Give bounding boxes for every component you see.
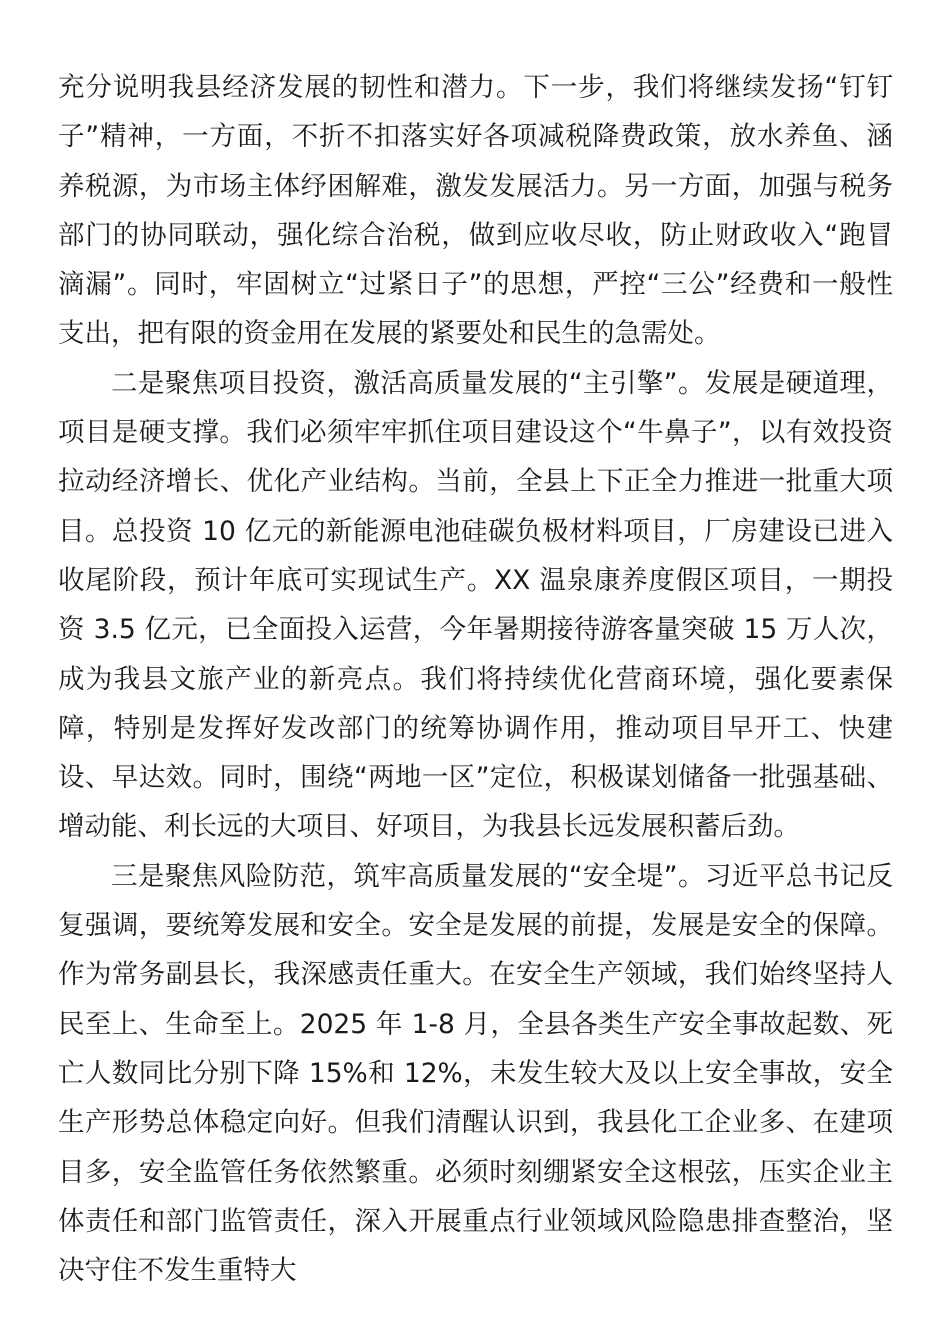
paragraph-project-investment: 二是聚焦项目投资，激活高质量发展的“主引擎”。发展是硬道理，项目是硬支撑。我们必须牢牢抓住项目建设这个“牛鼻子”，以有效投资拉动经济增长、优化产业结构。当前，全县上下正全力推进一批重大项目。总投资 10 亿元的新能源电池硅碳负极材料项目，厂房建设已进入收尾阶段，预计年底可实现试生产。XX 温泉康养度假区项目，一期投资 3.5 亿元，已全面投入运营，今年暑期接待游客量突破 15 万人次，成为我县文旅产业的新亮点。我们将持续优化营商环境，强化要素保障，特别是发挥好发改部门的统筹协调作用，推动项目早开工、快建设、早达效。同时，围绕“两地一区”定位，积极谋划储备一批强基础、增动能、利长远的大项目、好项目，为我县长远发展积蓄后劲。 xyxy=(58,367,893,843)
body-text xyxy=(58,63,893,1295)
paragraph-continuation: 充分说明我县经济发展的韧性和潜力。下一步，我们将继续发扬“钉钉子”精神，一方面，不折不扣落实好各项减税降费政策，放水养鱼、涵养税源，为市场主体纾困解难，激发发展活力。另一方面，加强与税务部门的协同联动，强化综合治税，做到应收尽收，防止财政收入“跑冒滴漏”。同时，牢固树立“过紧日子”的思想，严控“三公”经费和一般性支出，把有限的资金用在发展的紧要处和民生的急需处。 xyxy=(58,72,893,350)
paragraph-risk-prevention: 三是聚焦风险防范，筑牢高质量发展的“安全堤”。习近平总书记反复强调，要统筹发展和安全。安全是发展的前提，发展是安全的保障。作为常务副县长，我深感责任重大。在安全生产领域，我们始终坚持人民至上、生命至上。2025 年 1-8 月，全县各类生产安全事故起数、死亡人数同比分别下降 15%和 12%，未发生较大及以上安全事故，安全生产形势总体稳定向好。但我们清醒认识到，我县化工企业多、在建项目多，安全监管任务依然繁重。必须时刻绷紧安全这根弦，压实企业主体责任和部门监管责任，深入开展重点行业领域风险隐患排查整治，坚决守住不发生重特大 xyxy=(58,860,893,1287)
